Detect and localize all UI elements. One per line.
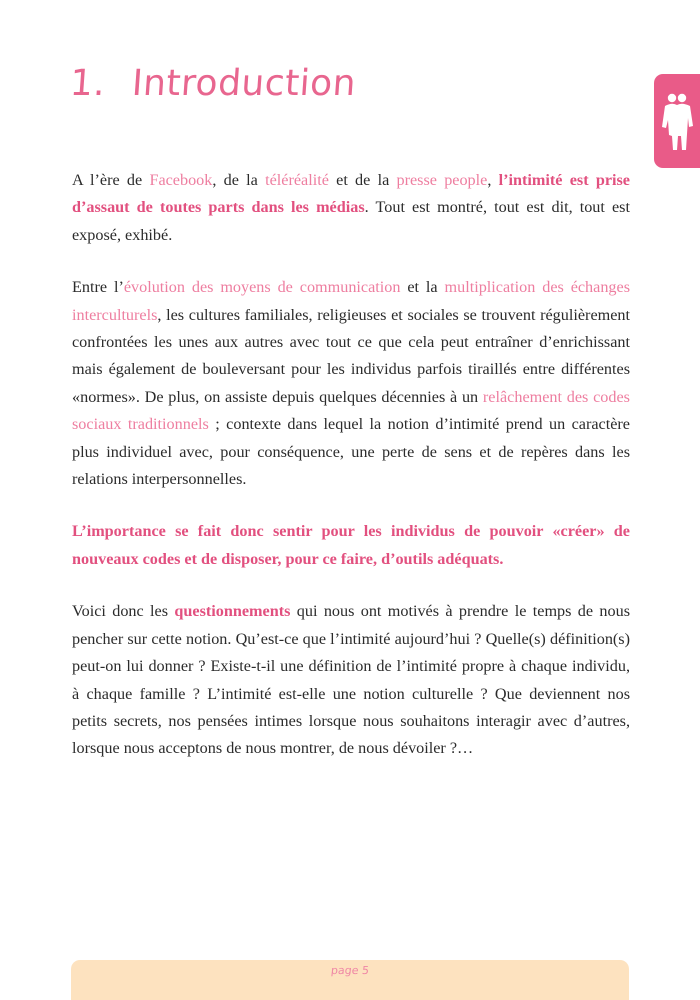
highlight-social-codes: relâchement des codes sociaux traditionnels bbox=[72, 387, 630, 434]
paragraph-questions: Voici donc les questionnements qui nous ont motivés à prendre le temps de nous pencher sur cette notion. Qu’est-ce que l’intimité aujourd’hui ? Quelle(s) définition(s) peut-on lui donner ? Existe-t-il une définition de l’intimité propre à chaque individu, à chaque famille ? L’intimité est-elle une notion culturelle ? Que deviennent nos petits secrets, nos pensées intimes lorsque nous souhaitons interagir avec d’autres, lorsque nous acceptons de nous montrer, de nous dévoiler ?… bbox=[72, 602, 630, 758]
highlight-presse-people: presse people bbox=[396, 171, 488, 189]
highlight-intercultural: multiplication des échanges interculturels bbox=[72, 278, 631, 324]
paragraph-media-intimacy: A l’ère de Facebook, de la téléréalité et de la presse people, l’intimité est prise d’assaut de toutes parts dans les médias. Tout est montré, tout est dit, tout est exposé, exhibé. bbox=[72, 171, 630, 244]
section-number: 1. bbox=[68, 63, 107, 104]
emphasis-intimacy-assault: l’intimité est prise d’assaut de toutes parts dans les médias bbox=[72, 171, 630, 217]
highlight-communication: évolution des moyens de communication bbox=[123, 278, 401, 297]
page-number: page 5 bbox=[330, 964, 370, 977]
paragraph-key-statement: L’importance se fait donc sentir pour les individus de pouvoir «créer» de nouveaux codes et de disposer, pour ce faire, d’outils adéquats. bbox=[72, 522, 630, 568]
body-text bbox=[72, 167, 630, 788]
paragraph-communication-evolution: Entre l’évolution des moyens de communication et la multiplication des échanges interculturels, les cultures familiales, religieuses et sociales se trouvent régulièrement confrontées les unes aux autres avec tout ce que cela peut entraîner d’enrichissant mais également de bouleversant pour les individus parfois tiraillés entre différentes «normes». De plus, on assiste depuis quelques décennies à un relâchement des codes sociaux traditionnels ; contexte dans lequel la notion d’intimité prend un caractère plus individuel avec, pour conséquence, une perte de sens et de repères dans les relations interpersonnelles. bbox=[72, 278, 631, 489]
highlight-telerealite: téléréalité bbox=[265, 171, 329, 189]
page-footer bbox=[71, 960, 629, 1000]
page-title bbox=[68, 62, 357, 106]
section-title: Introduction bbox=[130, 63, 358, 104]
emphasis-questionnements: questionnements bbox=[174, 602, 291, 621]
couple-silhouette-icon bbox=[660, 92, 696, 152]
highlight-facebook: Facebook bbox=[149, 171, 213, 189]
chapter-side-tab bbox=[654, 74, 700, 168]
